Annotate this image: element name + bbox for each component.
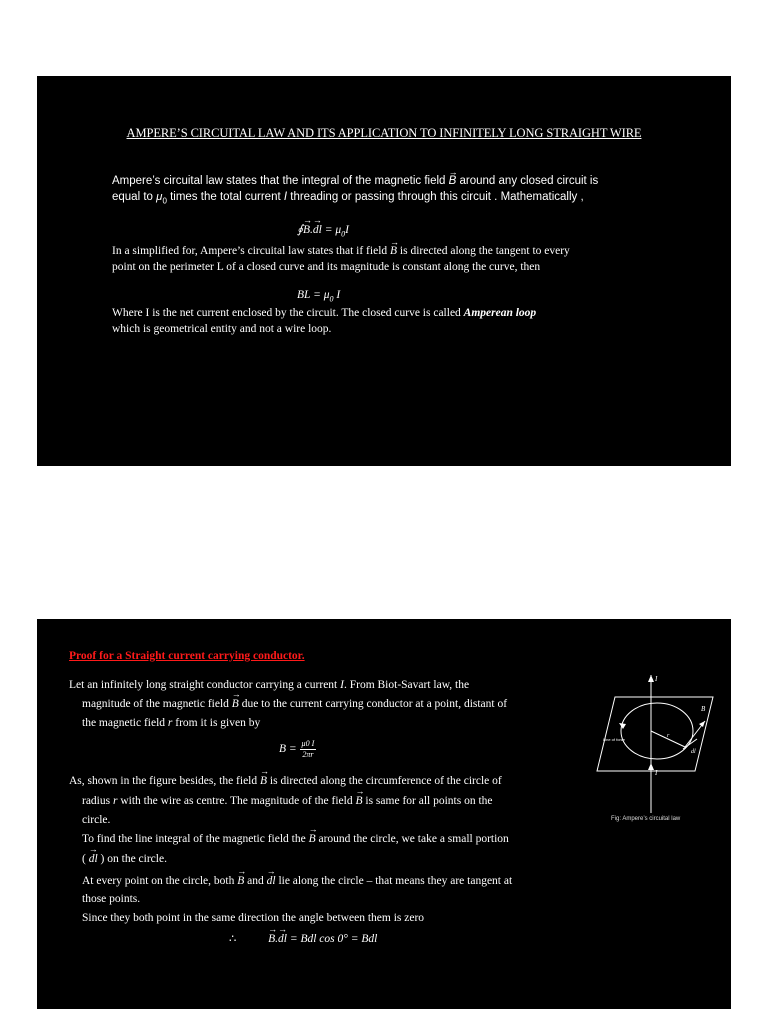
s2-line-2: magnitude of the magnetic field → B due to the current carrying conductor at a point, distant of bbox=[82, 698, 507, 710]
s2-line-5: radius r with the wire as centre. The magnitude of the field → B is same for all points on the bbox=[82, 795, 493, 807]
equation-3: B = $\frac{\mu 0 I}{2\pi r}$ bbox=[279, 739, 315, 759]
s2-line-3: the magnetic field r from it is given by bbox=[82, 717, 261, 729]
wire-arrow-top bbox=[648, 675, 654, 682]
label-dl: dl bbox=[691, 749, 696, 755]
s2-line-8: ( → dl ) on the circle. bbox=[82, 853, 167, 865]
s2-line-9: At every point on the circle, both → B and → dl lie along the circle – that means they are tangent at bbox=[82, 875, 512, 887]
equation-4: ∴ → B.→ dl = Bdl cos 0° = Bdl bbox=[229, 931, 377, 945]
para1-line2: equal to $\mu_0$ times the total current I threading or passing through this circuit . Mathematically , bbox=[112, 191, 584, 206]
s2-line-6: circle. bbox=[82, 814, 111, 826]
slide-1 bbox=[37, 76, 731, 466]
b-arrow bbox=[699, 721, 705, 727]
label-current-top: I bbox=[655, 675, 658, 683]
equation-1: ∮→ B.→ dl = $\mu_0I$ bbox=[297, 222, 349, 238]
s2-line-7: To find the line integral of the magnetic field the → B around the circle, we take a small portion bbox=[82, 833, 509, 845]
para2-line1: In a simplified for, Ampere’s circuital law states that if field → B is directed along the tangent to every bbox=[112, 243, 570, 259]
s2-line-11: Since they both point in the same direction the angle between them is zero bbox=[82, 912, 425, 924]
equation-2: BL = $\mu_0$ I bbox=[297, 289, 341, 304]
loop-arrow bbox=[619, 723, 626, 729]
label-current-bottom: I bbox=[655, 769, 658, 777]
s2-line-10: those points. bbox=[82, 893, 141, 905]
para3-line1: Where I is the net current enclosed by the circuit. The closed curve is called Amperean loop bbox=[112, 307, 537, 319]
amperean-loop bbox=[621, 703, 693, 759]
label-r: r bbox=[667, 733, 670, 739]
s2-line-1: Let an infinitely long straight conductor carrying a current I. From Biot-Savart law, the bbox=[69, 679, 470, 691]
wire-arrow-bottom bbox=[648, 763, 654, 770]
label-b: B bbox=[701, 705, 706, 713]
slide2-title: Proof for a Straight current carrying conductor. bbox=[69, 650, 305, 662]
slide1-title: AMPERE’S CIRCUITAL LAW AND ITS APPLICATION TO INFINITELY LONG STRAIGHT WIRE bbox=[126, 126, 642, 140]
para3-line2: which is geometrical entity and not a wire loop. bbox=[112, 323, 332, 335]
label-line-of-force: Line of force bbox=[603, 737, 626, 742]
s2-line-4: As, shown in the figure besides, the field → B is directed along the circumference of the circle of bbox=[69, 775, 502, 787]
ampere-law-figure bbox=[595, 671, 719, 819]
figure-caption: Fig: Ampere’s circuital law bbox=[611, 816, 681, 822]
slide-2 bbox=[37, 619, 731, 1009]
para1-line1: Ampere’s circuital law states that the integral of the magnetic field → B around any closed circuit is bbox=[112, 173, 598, 189]
para2-line2: point on the perimeter L of a closed curve and its magnitude is constant along the curve, then bbox=[112, 261, 541, 273]
